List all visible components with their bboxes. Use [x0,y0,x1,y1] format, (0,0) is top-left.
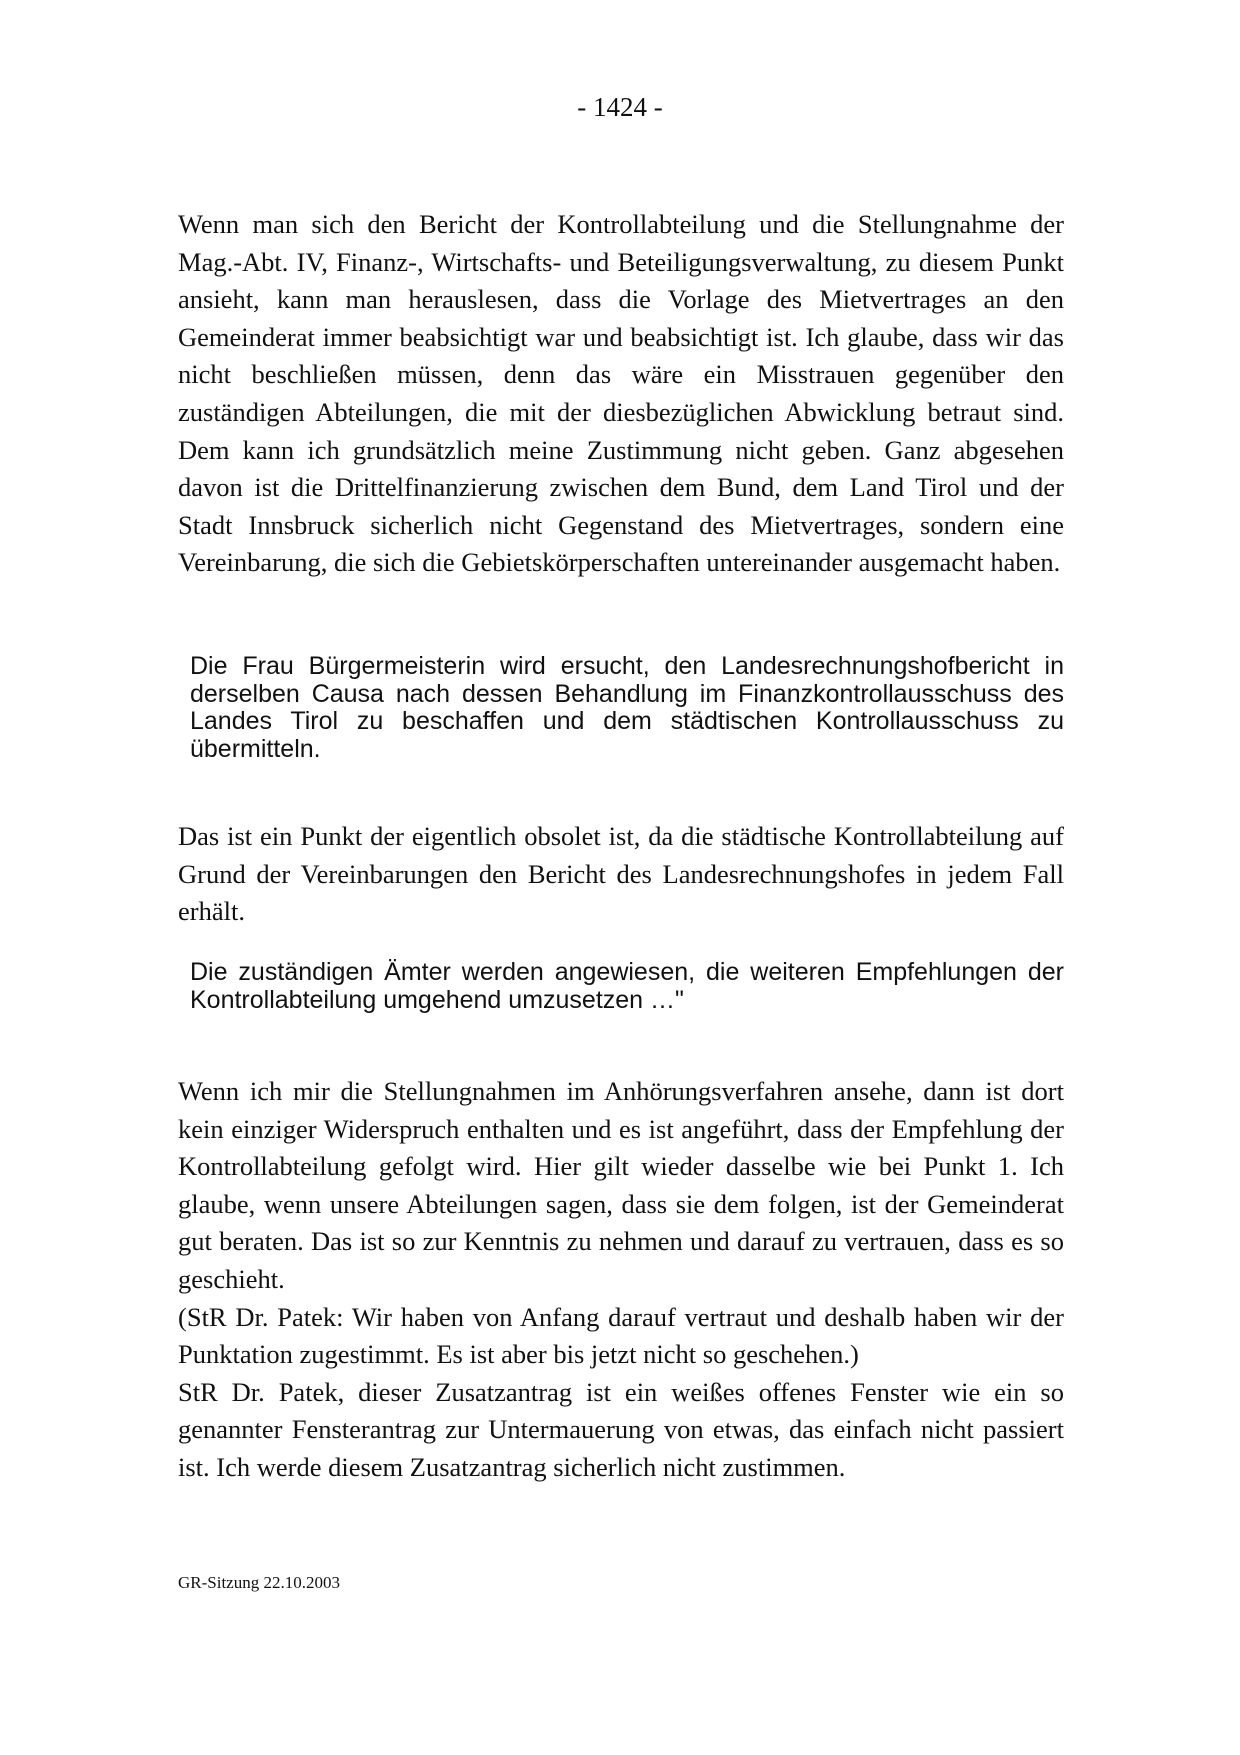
quoted-motion-landesrechnungshof [190,653,1064,763]
page-number: - 1424 - [577,92,663,122]
interjection-text: (StR Dr. Patek: Wir haben von Anfang darauf vertraut und deshalb haben wir der Punktation zugestimmt. Es ist aber bis jetzt nicht so geschehen.) [178,1301,1064,1370]
quote-text: Die zuständigen Ämter werden angewiesen, die weiteren Empfehlungen der Kontrollabteilung umgehend umzusetzen …" [190,958,1064,1014]
paragraph-mietvertrag [178,206,1064,582]
paragraph-anhoerungsverfahren [178,1073,1064,1487]
paragraph-text: Das ist ein Punkt der eigentlich obsolet ist, da die städtische Kontrollabteilung auf Grund der Vereinbarungen den Bericht des Landesrechnungshofes in jedem Fall erhält. [178,821,1064,927]
paragraph-text: Wenn ich mir die Stellungnahmen im Anhörungsverfahren ansehe, dann ist dort kein einziger Widerspruch enthalten und es ist angeführt, dass der Empfehlung der Kontrollabteilung gefolgt wird. Hier gilt wieder dasselbe wie bei Punkt 1. Ich glaube, wenn unsere Abteilungen sagen, dass sie dem folgen, ist der Gemeinderat gut beraten. Das ist so zur Kenntnis zu nehmen und darauf zu vertrauen, dass es so geschieht. [178,1076,1064,1294]
quote-text: Die Frau Bürgermeisterin wird ersucht, den Landesrechnungshofbericht in derselben Causa nach dessen Behandlung im Finanzkontrollausschuss des Landes Tirol zu beschaffen und dem städtischen Kontrollausschuss zu übermitteln. [190,652,1064,763]
quoted-motion-empfehlungen [190,959,1064,1014]
footer-session-label: GR-Sitzung 22.10.2003 [178,1573,340,1592]
paragraph-text: Wenn man sich den Bericht der Kontrollabteilung und die Stellungnahme der Mag.-Abt. IV, Finanz-, Wirtschafts- und Beteiligungsverwaltung, zu diesem Punkt ansieht, kann man herauslesen, dass die Vorlage des Mietvertrages an den Gemeinderat immer beabsichtigt war und beabsichtigt ist. Ich glaube, dass wir das nicht beschließen müssen, denn das wäre ein Misstrauen gegenüber den zuständigen Abteilungen, die mit der diesbezüglichen Abwicklung betraut sind. Dem kann ich grundsätzlich meine Zustimmung nicht geben. Ganz abgesehen davon ist die Drittelfinanzierung zwischen dem Bund, dem Land Tirol und der Stadt Innsbruck sicherlich nicht Gegenstand des Mietvertrages, sondern eine Vereinbarung, die sich die Gebietskörperschaften untereinander ausgemacht haben. [178,209,1064,578]
paragraph-obsolet [178,818,1064,931]
paragraph-text: StR Dr. Patek, dieser Zusatzantrag ist ein weißes offenes Fenster wie ein so genannter Fensterantrag zur Untermauerung von etwas, das einfach nicht passiert ist. Ich werde diesem Zusatzantrag sicherlich nicht zustimmen. [178,1376,1064,1482]
